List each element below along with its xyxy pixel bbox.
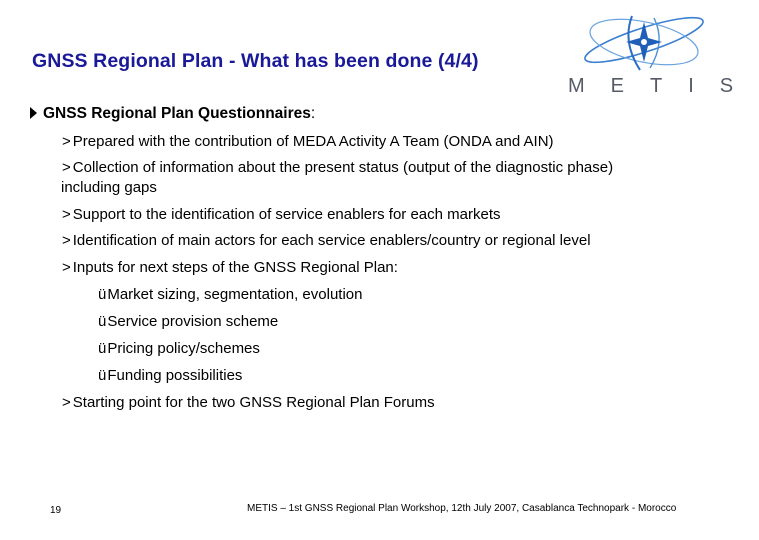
list-item (62, 231, 591, 251)
arrow-bullet-icon: > (62, 133, 71, 150)
slide-title: GNSS Regional Plan - What has been done (4/4) (32, 50, 479, 72)
sub-list-item (98, 339, 260, 359)
sub-list-item-text: Funding possibilities (107, 367, 243, 384)
triangle-bullet-icon (30, 107, 37, 119)
list-item (62, 132, 554, 152)
check-bullet-icon: ü (98, 313, 107, 330)
sub-list-item (98, 366, 242, 386)
list-item (62, 393, 435, 413)
footer-text: METIS – 1st GNSS Regional Plan Workshop, 12th July 2007, Casablanca Technopark - Morocco (247, 503, 677, 514)
list-item-continuation: including gaps (61, 179, 157, 196)
sub-list-item-text: Market sizing, segmentation, evolution (107, 286, 363, 303)
list-item (62, 158, 613, 178)
check-bullet-icon: ü (98, 367, 107, 384)
check-bullet-icon: ü (98, 286, 107, 303)
page-number: 19 (50, 505, 62, 516)
check-bullet-icon: ü (98, 340, 107, 357)
list-item (62, 205, 501, 225)
sub-list-item-text: Pricing policy/schemes (107, 340, 260, 357)
arrow-bullet-icon: > (62, 232, 71, 249)
sub-list-item-text: Service provision scheme (107, 313, 279, 330)
arrow-bullet-icon: > (62, 394, 71, 411)
sub-list-item (98, 285, 362, 305)
list-item-text: Collection of information about the present status (output of the diagnostic phase) (72, 159, 614, 176)
heading-bullet (30, 105, 315, 123)
arrow-bullet-icon: > (62, 206, 71, 223)
arrow-bullet-icon: > (62, 259, 71, 276)
logo-wordmark: METIS (568, 75, 759, 97)
list-item (62, 258, 398, 278)
heading-label: GNSS Regional Plan Questionnaires (43, 105, 311, 122)
heading-colon: : (310, 105, 316, 122)
list-item-text: Inputs for next steps of the GNSS Regional Plan: (72, 259, 398, 276)
list-item-text: Identification of main actors for each service enablers/country or regional level (72, 232, 591, 249)
arrow-bullet-icon: > (62, 159, 71, 176)
list-item-text: Prepared with the contribution of MEDA Activity A Team (ONDA and AIN) (72, 133, 554, 150)
sub-list-item (98, 312, 278, 332)
list-item-text: Support to the identification of service enablers for each markets (72, 206, 501, 223)
list-item-text: Starting point for the two GNSS Regional Plan Forums (72, 394, 435, 411)
